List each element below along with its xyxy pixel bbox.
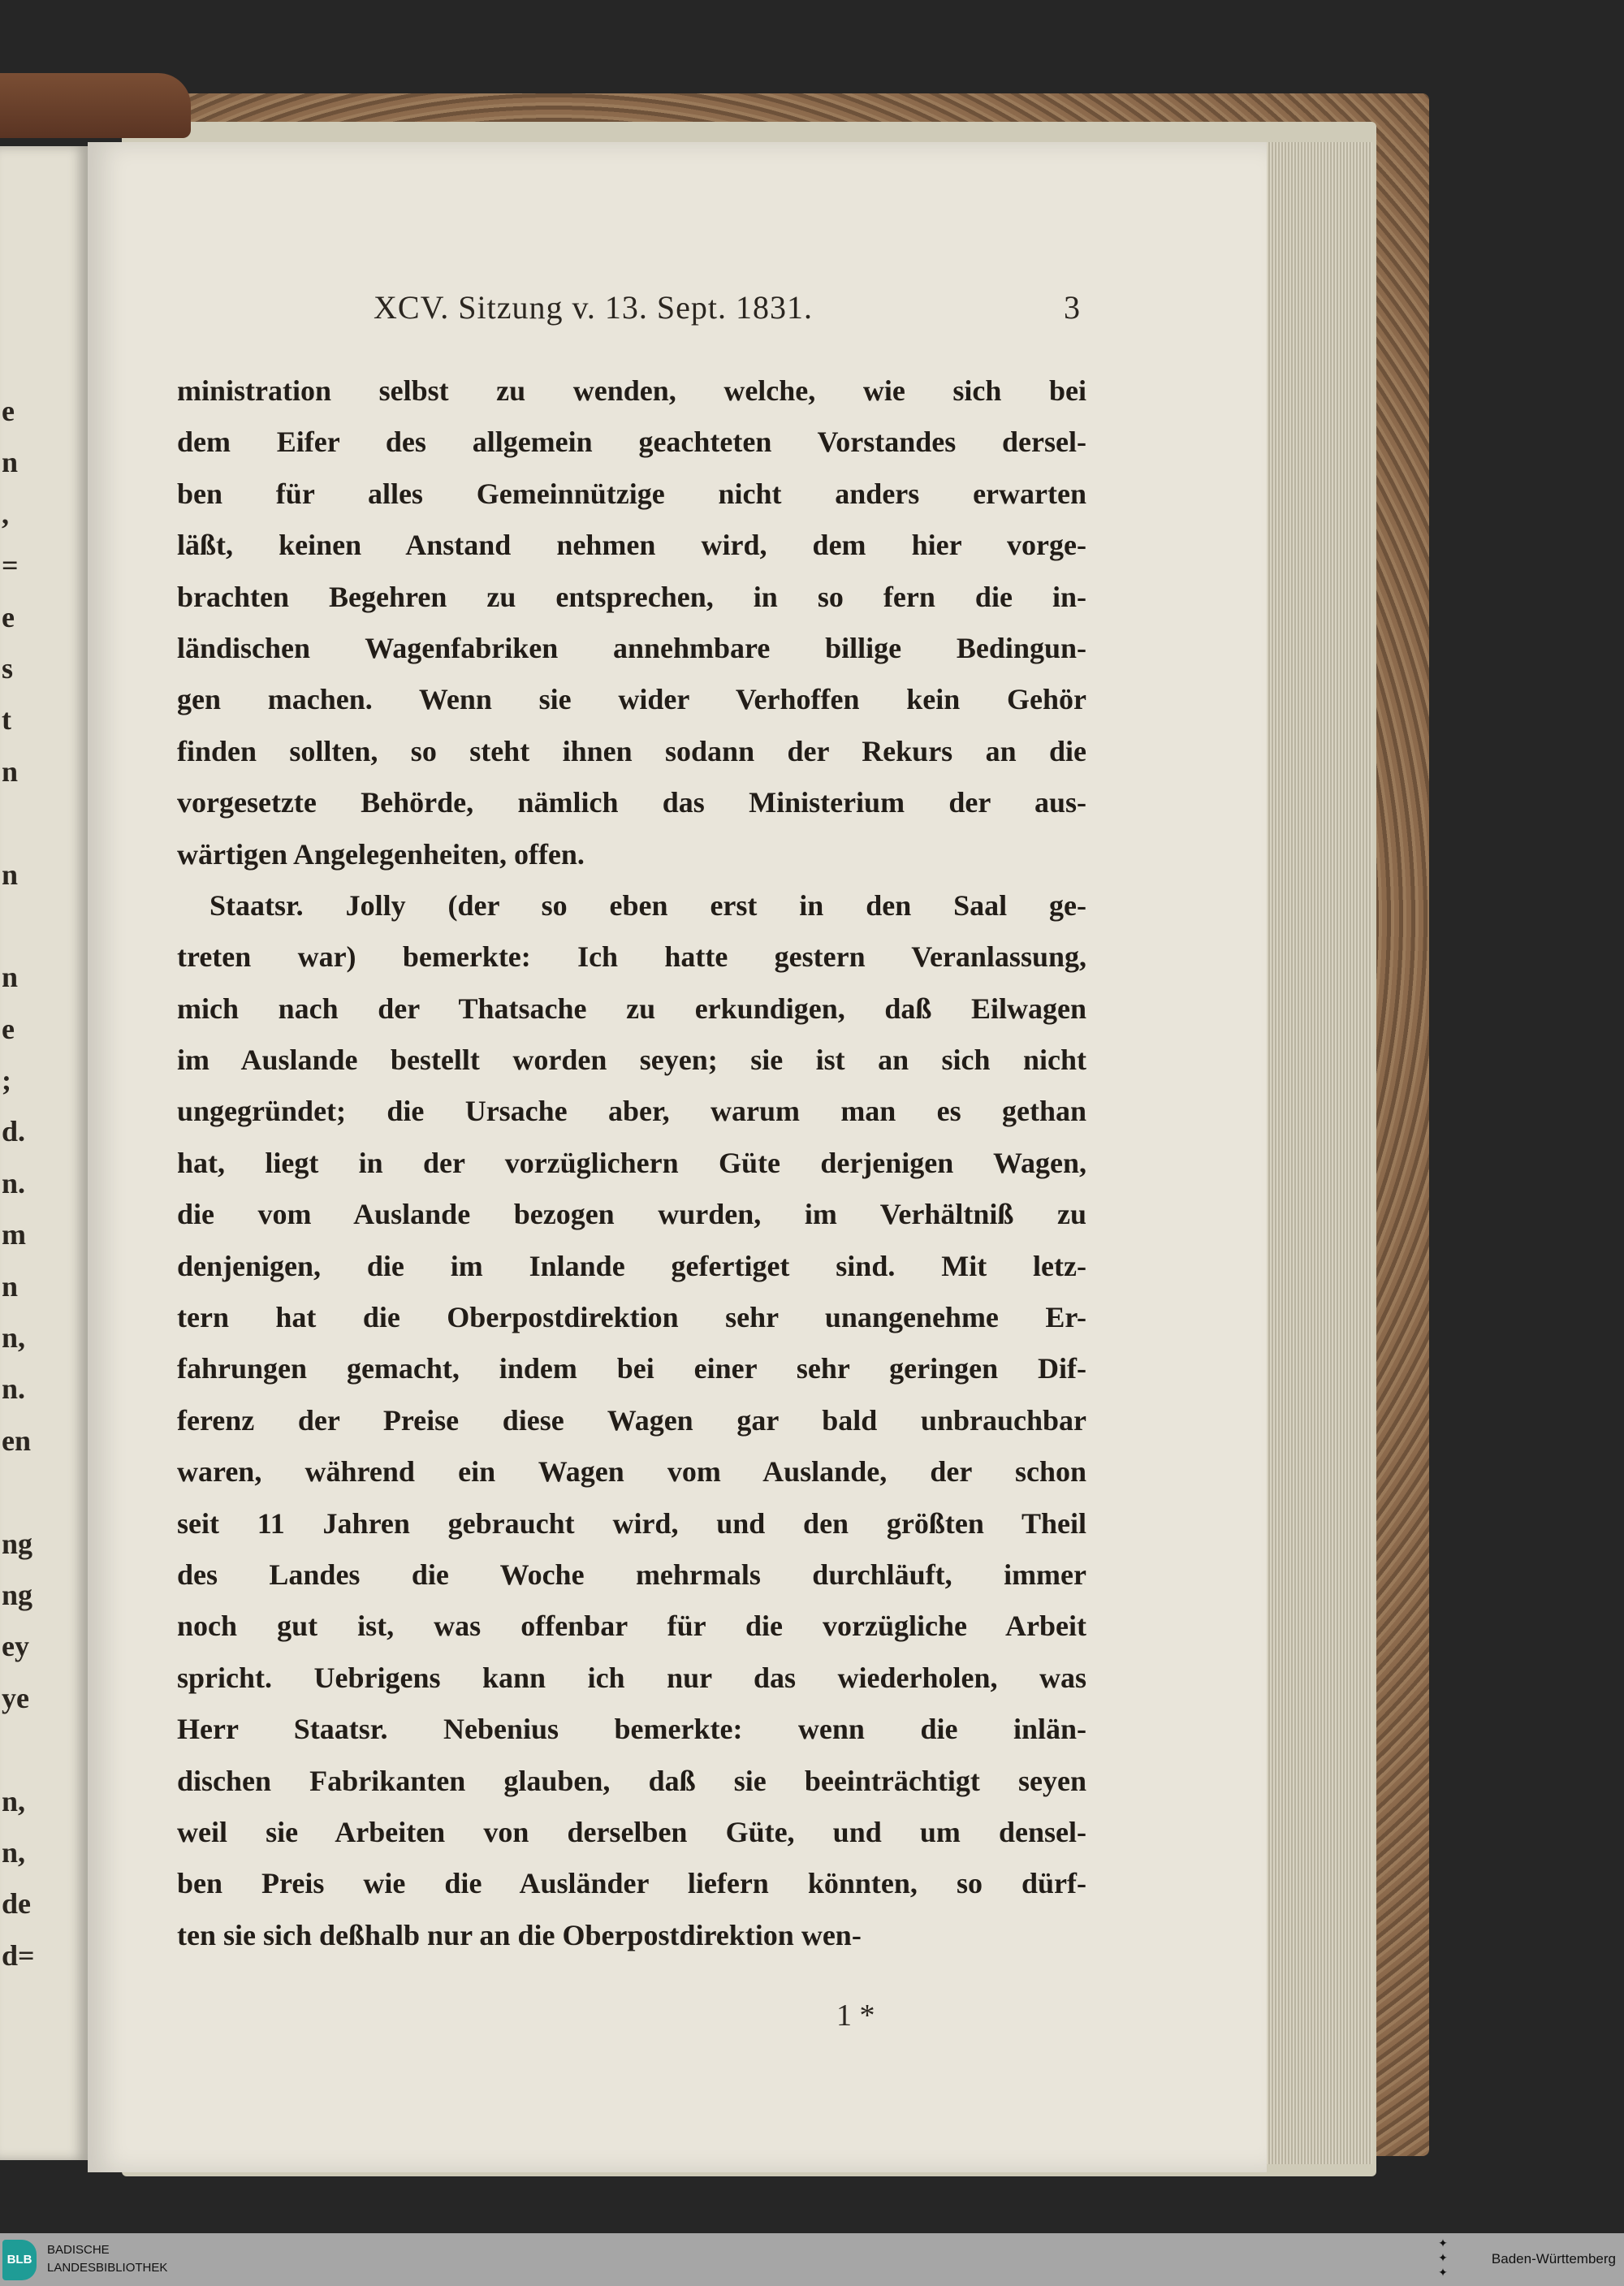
left-page-fragment: n — [2, 754, 19, 788]
text-line: vorgesetzte Behörde, nämlich das Ministerium der aus- — [177, 786, 1086, 819]
left-page-fragment: e — [2, 600, 15, 633]
left-page-fragment: ey — [2, 1630, 29, 1663]
text-line: denjenigen, die im Inlande gefertiget sind. Mit letz- — [177, 1249, 1086, 1282]
left-page-fragment: n, — [2, 1784, 26, 1817]
left-page-fragment: n — [2, 858, 19, 891]
left-page-fragment: s — [2, 651, 14, 685]
text-line: ferenz der Preise diese Wagen gar bald unbrauchbar — [177, 1403, 1086, 1437]
left-page-fragment — [2, 1467, 50, 1518]
left-page-fragment: ng — [2, 1527, 33, 1560]
text-line: die vom Auslande bezogen wurden, im Verhältniß zu — [177, 1198, 1086, 1231]
text-line: dem Eifer des allgemein geachteten Vorstandes dersel- — [177, 426, 1086, 459]
left-page-fragment: n, — [2, 1321, 26, 1355]
page-edges — [1267, 142, 1372, 2164]
left-page-fragment: n. — [2, 1372, 26, 1406]
library-name-line1: BADISCHE — [47, 2243, 110, 2257]
left-page-fragment: n. — [2, 1166, 26, 1199]
left-page-fragment: n — [2, 446, 19, 479]
left-page-fragment — [2, 797, 50, 849]
left-page-fragment: ng — [2, 1578, 33, 1611]
text-line: gen machen. Wenn sie wider Verhoffen kein Gehör — [177, 683, 1086, 716]
running-title: XCV. Sitzung v. 13. Sept. 1831. — [374, 289, 814, 326]
text-line: Staatsr. Jolly (der so eben erst in den Saal ge- — [209, 888, 1086, 922]
left-page-fragment: ye — [2, 1681, 29, 1714]
viewer-footer — [0, 2233, 1624, 2286]
bookmark-ribbon — [0, 73, 191, 138]
text-line: ten sie sich deßhalb nur an die Oberpostdirektion wen- — [177, 1918, 862, 1951]
left-page-fragment: , — [2, 497, 9, 530]
left-page-fragment: de — [2, 1887, 31, 1921]
left-page-fragment: n — [2, 1269, 19, 1303]
text-line: fahrungen gemacht, indem bei einer sehr geringen Dif- — [177, 1352, 1086, 1385]
left-page — [0, 146, 88, 2160]
left-page-text-fragments — [2, 386, 50, 1981]
text-line: wärtigen Angelegenheiten, offen. — [177, 837, 585, 871]
text-line: ben für alles Gemeinnützige nicht anders erwarten — [177, 477, 1086, 510]
signature-mark: 1 * — [836, 1999, 875, 2033]
left-page-fragment: t — [2, 703, 11, 737]
left-page-fragment: n — [2, 961, 19, 994]
text-line: treten war) bemerkte: Ich hatte gestern Veranlassung, — [177, 940, 1086, 974]
text-line: ungegründet; die Ursache aber, warum man es gethan — [177, 1095, 1086, 1128]
text-line: dischen Fabrikanten glauben, daß sie beeinträchtigt seyen — [177, 1764, 1086, 1797]
text-line: mich nach der Thatsache zu erkundigen, daß Eilwagen — [177, 992, 1086, 1025]
text-line: ländischen Wagenfabriken annehmbare billige Bedingun- — [177, 631, 1086, 664]
text-line: ben Preis wie die Ausländer liefern könnten, so dürf- — [177, 1867, 1086, 1900]
left-page-fragment — [2, 901, 50, 952]
left-page-fragment: e — [2, 395, 15, 427]
text-line: waren, während ein Wagen vom Auslande, der schon — [177, 1455, 1086, 1489]
state-lions-icon: ✦ ✦ ✦ — [1438, 2238, 1448, 2280]
left-page-fragment: d. — [2, 1115, 26, 1148]
text-line: finden sollten, so steht ihnen sodann der Rekurs an die — [177, 734, 1086, 767]
left-page-fragment: en — [2, 1424, 31, 1457]
page-body-text — [177, 365, 1086, 1961]
left-page-fragment: n, — [2, 1835, 26, 1869]
state-label[interactable]: Baden-Württemberg — [1491, 2251, 1616, 2267]
left-page-fragment: m — [2, 1218, 26, 1251]
left-page-fragment: d= — [2, 1938, 35, 1972]
text-line: brachten Begehren zu entsprechen, in so fern die in- — [177, 580, 1086, 613]
page-number: 3 — [1064, 289, 1080, 326]
text-line: seit 11 Jahren gebraucht wird, und den größten Theil — [177, 1506, 1086, 1540]
text-line: hat, liegt in der vorzüglichern Güte derjenigen Wagen, — [177, 1146, 1086, 1179]
library-name — [47, 2241, 167, 2277]
left-page-fragment — [2, 1724, 50, 1775]
text-line: noch gut ist, was offenbar für die vorzügliche Arbeit — [177, 1610, 1086, 1643]
text-line: weil sie Arbeiten von derselben Güte, und um densel- — [177, 1815, 1086, 1848]
text-line: ministration selbst zu wenden, welche, wie sich bei — [177, 374, 1086, 407]
library-name-line2: LANDESBIBLIOTHEK — [47, 2261, 168, 2275]
blb-logo[interactable]: BLB — [2, 2240, 37, 2280]
text-line: im Auslande bestellt worden seyen; sie ist an sich nicht — [177, 1044, 1086, 1077]
text-line: des Landes die Woche mehrmals durchläuft, immer — [177, 1558, 1086, 1591]
left-page-fragment: e — [2, 1012, 15, 1045]
text-line: tern hat die Oberpostdirektion sehr unangenehme Er- — [177, 1301, 1086, 1334]
text-line: Herr Staatsr. Nebenius bemerkte: wenn die inlän- — [177, 1713, 1086, 1746]
left-page-fragment: ; — [2, 1064, 11, 1097]
left-page-fragment: = — [2, 549, 19, 582]
text-line: läßt, keinen Anstand nehmen wird, dem hier vorge- — [177, 529, 1086, 562]
text-line: spricht. Uebrigens kann ich nur das wiederholen, was — [177, 1661, 1086, 1694]
